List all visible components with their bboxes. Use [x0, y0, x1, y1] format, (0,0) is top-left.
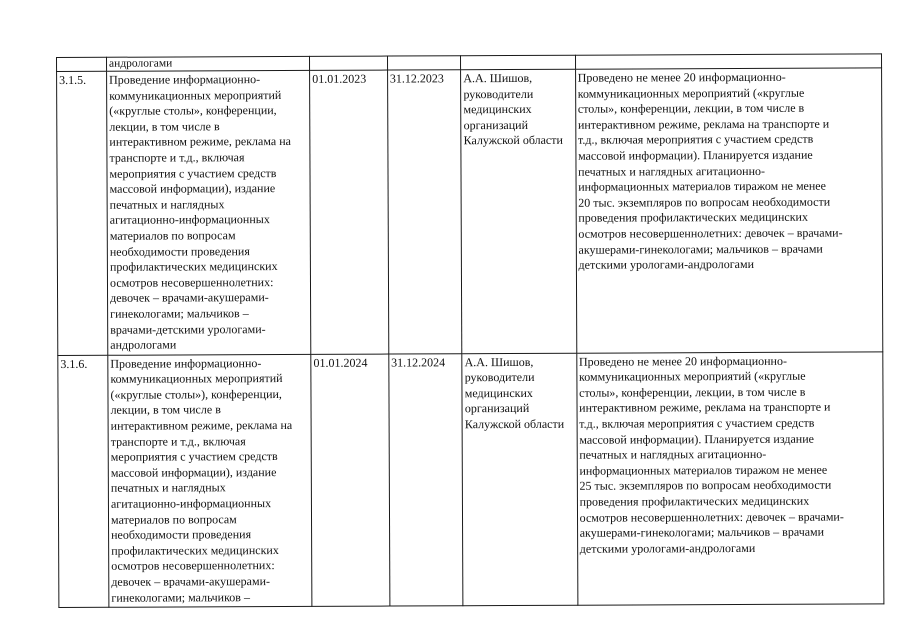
cell-number: 3.1.6.	[58, 355, 109, 608]
table-row	[58, 352, 884, 608]
cell-end-date	[387, 56, 461, 70]
cell-number: 3.1.5.	[57, 71, 108, 355]
cell-measure: андрологами	[107, 56, 310, 71]
cell-end-date: 31.12.2023	[387, 70, 462, 354]
cell-result: Проведено не менее 20 информационно- коммуникационных мероприятий («круглые столы», конференции, лекции, в том числе в интерактивном режиме, реклама на транспорте и т.д., включая мероприятия с участием средств массовой информации). Планируется издание печатных и наглядных агитационно- информационных материалов тиражом не менее 20 тыс. экземпляров по вопросам необходимости проведения профилактических медицинских осмотров несовершеннолетних: девочек – врачами- акушерами-гинекологами; мальчиков – врачами детскими урологами-андрологами	[575, 68, 883, 353]
cell-executor	[461, 55, 575, 69]
table-row	[57, 68, 883, 355]
cell-number	[57, 57, 107, 71]
cell-result	[575, 54, 881, 69]
cell-end-date: 31.12.2024	[389, 353, 464, 606]
cell-result: Проведено не менее 20 информационно- коммуникационных мероприятий («круглые столы», конференции, лекции, в том числе в интерактивном режиме, реклама на транспорте и т.д., включая мероприятия с участием средств массовой информации). Планируется издание печатных и наглядных агитационно- информационных материалов тиражом не менее 25 тыс. экземпляров по вопросам необходимости проведения профилактических медицинских осмотров несовершеннолетних: девочек – врачами- акушерами-гинекологами; мальчиков – врачами детскими урологами-андрологами	[576, 352, 883, 606]
cell-measure: Проведение информационно- коммуникационных мероприятий («круглые столы»), конференции, лекции, в том числе в интерактивном режиме, реклама на транспорте и т.д., включая мероприятия с участием средств массовой информации), издание печатных и наглядных агитационно-информационных материалов по вопросам необходимости проведения профилактических медицинских осмотров несовершеннолетних: девочек – врачами-акушерами- гинекологами; мальчиков –	[108, 354, 312, 607]
cell-start-date: 01.01.2023	[310, 70, 389, 354]
cell-executor: А.А. Шишов, руководители медицинских организаций Калужской области	[461, 69, 577, 353]
measures-table	[56, 53, 884, 608]
cell-start-date: 01.01.2024	[311, 354, 390, 607]
cell-executor: А.А. Шишов, руководители медицинских организаций Калужской области	[462, 353, 577, 606]
cell-measure: Проведение информационно- коммуникационных мероприятий («круглые столы», конференции, лекции, в том числе в интерактивном режиме, реклама на транспорте и т.д., включая мероприятия с участием средств массовой информации), издание печатных и наглядных агитационно-информационных материалов по вопросам необходимости проведения профилактических медицинских осмотров несовершеннолетних: девочек – врачами-акушерами- гинекологами; мальчиков – врачами-детскими урологами- андрологами	[107, 70, 311, 355]
cell-start-date	[310, 56, 388, 70]
